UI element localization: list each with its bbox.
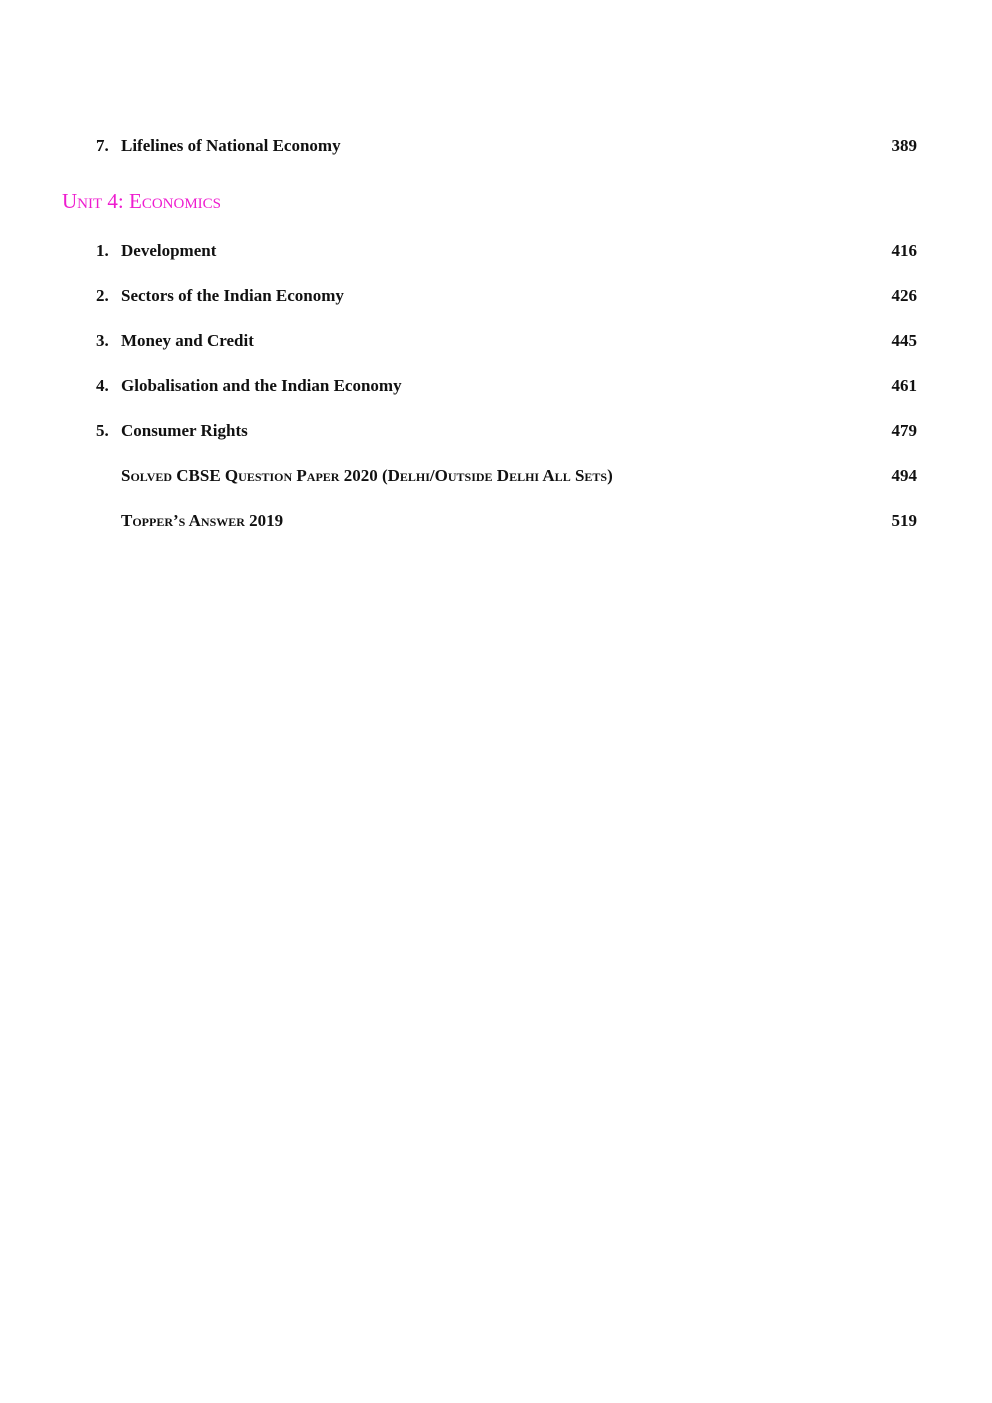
entry-title: Money and Credit (121, 331, 254, 350)
toc-entry-lifelines-of-national-economy[interactable] (0, 134, 992, 158)
entry-page-number: 416 (891, 241, 917, 260)
entry-number: 1. (96, 241, 109, 260)
entry-number: 2. (96, 286, 109, 305)
toc-entry-globalisation-and-the-indian-economy[interactable] (0, 374, 992, 398)
entry-page-number: 494 (891, 466, 917, 485)
entry-title: Consumer Rights (121, 421, 248, 440)
entry-number: 7. (96, 136, 109, 155)
entry-title: Globalisation and the Indian Economy (121, 376, 402, 395)
entry-page-number: 445 (891, 331, 917, 350)
entry-number: 3. (96, 331, 109, 350)
toc-entry-solved-question-paper-2020[interactable] (0, 464, 992, 488)
toc-entry-money-and-credit[interactable] (0, 329, 992, 353)
toc-entry-toppers-answer-2019[interactable] (0, 509, 992, 533)
entry-page-number: 461 (891, 376, 917, 395)
entry-title: Solved CBSE Question Paper 2020 (Delhi/Outside Delhi All Sets) (121, 466, 613, 485)
entry-title: Sectors of the Indian Economy (121, 286, 344, 305)
toc-entry-consumer-rights[interactable] (0, 419, 992, 443)
entry-page-number: 389 (891, 136, 917, 155)
entry-title: Lifelines of National Economy (121, 136, 341, 155)
entry-number: 4. (96, 376, 109, 395)
entry-number: 5. (96, 421, 109, 440)
entry-title: Development (121, 241, 217, 260)
entry-page-number: 519 (891, 511, 917, 530)
toc-entry-development[interactable] (0, 239, 992, 263)
entry-page-number: 426 (891, 286, 917, 305)
entry-page-number: 479 (891, 421, 917, 440)
toc-entry-sectors-of-the-indian-economy[interactable] (0, 284, 992, 308)
entry-title: Topper’s Answer 2019 (121, 511, 284, 530)
unit-heading: Unit 4: Economics (62, 189, 221, 213)
